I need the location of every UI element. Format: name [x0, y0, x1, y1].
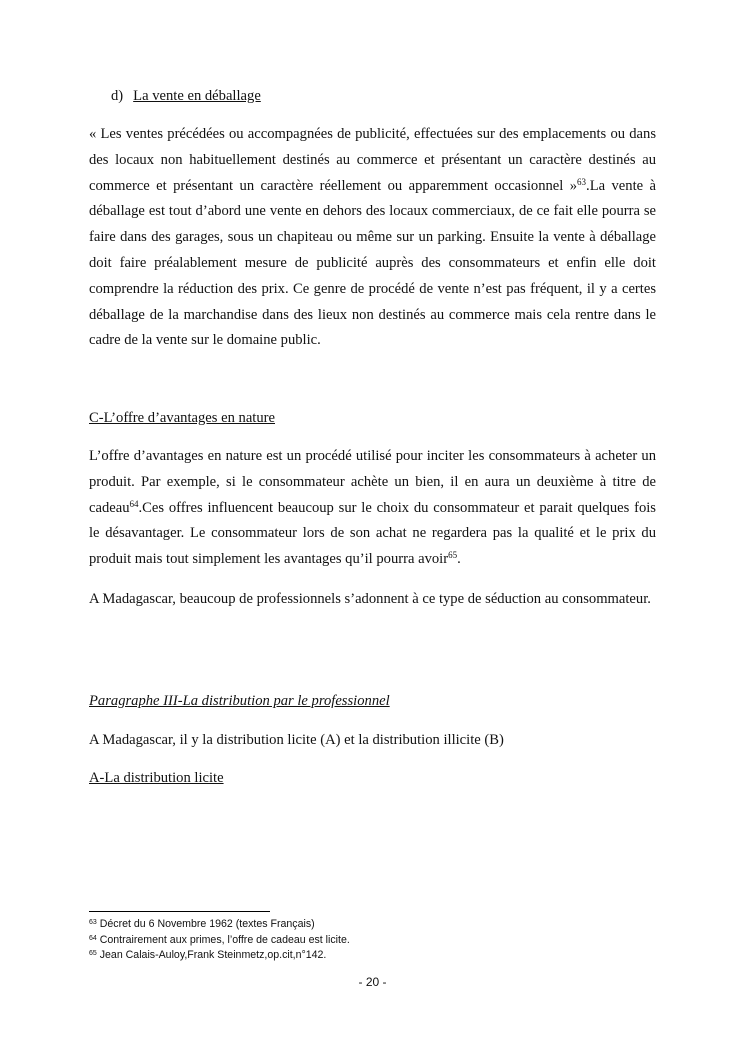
footnote-number: 64: [89, 935, 97, 942]
footnote-65: [89, 949, 326, 962]
paragraph-text: « Les ventes précédées ou accompagnées de publicité, effectuées sur des emplacements ou dans des locaux non habituellement destinés au commerce et présentant un caractère destinés au commerce et présentant un caractère réellement ou apparemment occasionnel »: [89, 126, 656, 194]
heading-d-vente-en-deballage: [111, 84, 678, 110]
paragraph-text: A Madagascar, beaucoup de professionnels s’adonnent à ce type de séduction au consommateur.: [89, 591, 651, 607]
paragraph-distribution-intro: [89, 728, 656, 754]
paragraph-text: .Ces offres influencent beaucoup sur le choix du consommateur et parait quelques fois le désavantager. Le consommateur lors de son achat ne regardera pas la qualité et le prix du produit mais tout simplement les avantages qu’il pourra avoir: [89, 499, 656, 568]
heading-a-distribution-licite: [89, 766, 656, 792]
footnote-ref-63: 63: [577, 176, 587, 187]
heading-paragraphe-iii: [89, 689, 656, 715]
paragraph-offre-avantages: [89, 444, 656, 573]
heading-a-title: A-La distribution licite: [89, 770, 224, 786]
paragraph-text: A Madagascar, il y la distribution licite (A) et la distribution illicite (B): [89, 732, 504, 748]
heading-c-offre-avantages: [89, 406, 656, 432]
footnote-separator: [89, 911, 270, 912]
footnote-ref-64: 64: [129, 498, 139, 509]
footnote-number: 63: [89, 919, 97, 926]
footnote-number: 65: [89, 950, 97, 957]
paragraph-madagascar-seduction: [89, 587, 656, 613]
footnote-63: [89, 918, 315, 931]
footnote-text: Contrairement aux primes, l’offre de cadeau est licite.: [96, 934, 350, 946]
paragraphe-iii-title: Paragraphe III-La distribution par le professionnel: [89, 693, 390, 709]
paragraph-text: L’offre d’avantages en nature est un procédé utilisé pour inciter les consommateurs à acheter un produit. Par exemple, si le consommateur achète un bien, il en aura un deuxième à titre de cadeau: [89, 448, 656, 516]
heading-d-letter: d): [111, 88, 124, 104]
footnote-ref-65: 65: [448, 550, 458, 561]
page-number: - 20 -: [358, 975, 387, 989]
paragraph-vente-deballage: [89, 122, 656, 354]
heading-d-title: La vente en déballage: [133, 88, 261, 104]
paragraph-text: .La vente à déballage est tout d’abord une vente en dehors des locaux commerciaux, de ce fait elle pourra se faire dans des garages, sous un chapiteau ou même sur un parking. Ensuite la vente à déballage doit faire préalablement mesure de publicité auprès des consommateurs et enfin elle doit comprendre la réduction des prix. Ce genre de procédé de vente n’est pas fréquent, il y a certes déballage de la marchandise dans des lieux non destinés au commerce mais cela rentre dans le cadre de la vente sur le domaine public.: [89, 177, 657, 349]
footnote-text: Décret du 6 Novembre 1962 (textes Français): [96, 918, 315, 930]
paragraph-text: .: [457, 551, 461, 568]
footnote-64: [89, 934, 350, 947]
heading-c-title: C-L’offre d’avantages en nature: [89, 410, 275, 426]
footnote-text: Jean Calais-Auloy,Frank Steinmetz,op.cit,n°142.: [96, 949, 327, 961]
